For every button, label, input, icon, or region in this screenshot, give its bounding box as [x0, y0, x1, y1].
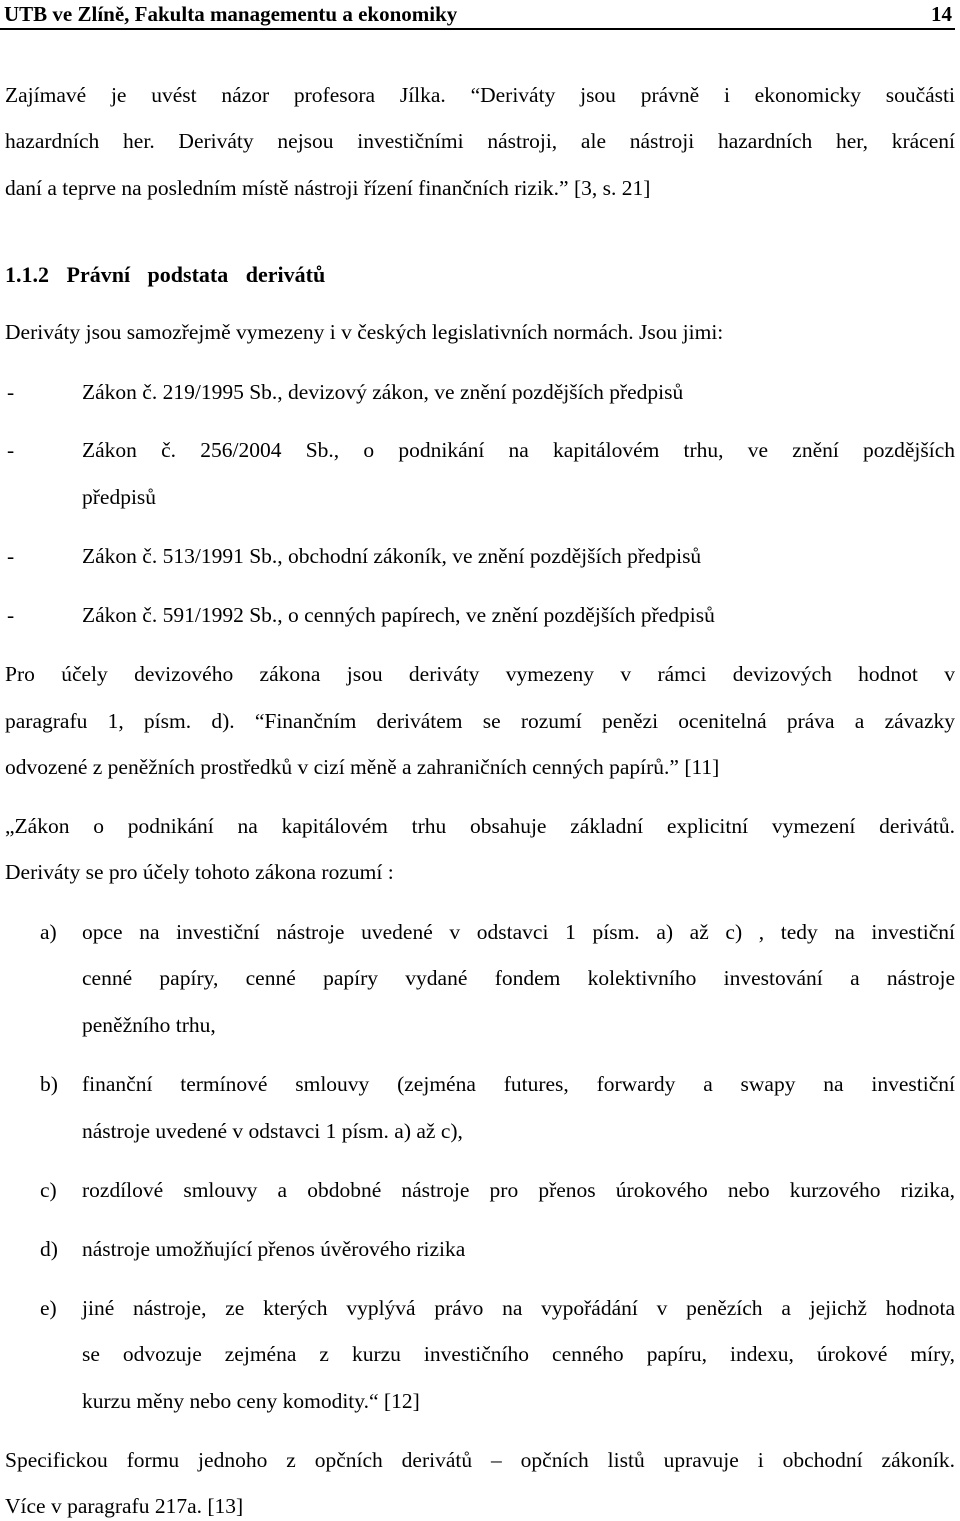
list-item-line: předpisů: [82, 485, 157, 509]
paragraph-line: paragrafu 1, písm. d). “Finančním derivátem se rozumí penězi ocenitelná práva a závazky: [5, 709, 955, 733]
definition-line: se odvozuje zejména z kurzu investičního cenného papíru, indexu, úrokové míry,: [82, 1342, 955, 1366]
lead-sentence: Deriváty jsou samozřejmě vymezeny i v českých legislativních normách. Jsou jimi:: [5, 320, 724, 344]
header-title: UTB ve Zlíně, Fakulta managementu a ekonomiky: [4, 2, 458, 26]
item-letter: b): [40, 1072, 58, 1096]
definition-line: cenné papíry, cenné papíry vydané fondem kolektivního investování a nástroje: [82, 966, 955, 990]
list-bullet: -: [7, 380, 15, 404]
item-letter: a): [40, 920, 57, 944]
item-letter: e): [40, 1296, 57, 1320]
list-item-line: Zákon č. 591/1992 Sb., o cenných papírech, ve znění pozdějších předpisů: [82, 603, 715, 627]
definition-line: finanční termínové smlouvy (zejména futures, forwardy a swapy na investiční: [82, 1072, 955, 1096]
definition-line: peněžního trhu,: [82, 1013, 216, 1037]
definition-line: rozdílové smlouvy a obdobné nástroje pro přenos úrokového nebo kurzového rizika,: [82, 1178, 955, 1202]
paragraph-line: Zajímavé je uvést názor profesora Jílka. “Deriváty jsou právně i ekonomicky součásti: [5, 83, 955, 107]
definition-line: nástroje umožňující přenos úvěrového rizika: [82, 1237, 466, 1261]
definition-line: opce na investiční nástroje uvedené v odstavci 1 písm. a) až c) , tedy na investiční: [82, 920, 955, 944]
list-item-line: Zákon č. 513/1991 Sb., obchodní zákoník, ve znění pozdějších předpisů: [82, 544, 702, 568]
paragraph-line: Deriváty se pro účely tohoto zákona rozumí :: [5, 860, 394, 884]
definition-line: kurzu měny nebo ceny komodity.“ [12]: [82, 1389, 420, 1413]
paragraph-line: Specifickou formu jednoho z opčních derivátů – opčních listů upravuje i obchodní zákoník.: [5, 1448, 955, 1472]
list-bullet: -: [7, 603, 15, 627]
item-letter: c): [40, 1178, 57, 1202]
header-rule: [0, 28, 955, 30]
list-item-line: Zákon č. 219/1995 Sb., devizový zákon, ve znění pozdějších předpisů: [82, 380, 684, 404]
section-heading: 1.1.2 Právní podstata derivátů: [5, 262, 326, 287]
paragraph-line: „Zákon o podnikání na kapitálovém trhu obsahuje základní explicitní vymezení derivátů.: [5, 814, 955, 838]
list-item-line: Zákon č. 256/2004 Sb., o podnikání na kapitálovém trhu, ve znění pozdějších: [82, 438, 955, 462]
paragraph-line: daní a teprve na posledním místě nástroji řízení finančních rizik.” [3, s. 21]: [5, 176, 651, 200]
list-bullet: -: [7, 544, 15, 568]
paragraph-line: hazardních her. Deriváty nejsou investičními nástroji, ale nástroji hazardních her, krácení: [5, 129, 955, 153]
running-header: [4, 2, 952, 28]
paragraph-line: Pro účely devizového zákona jsou deriváty vymezeny v rámci devizových hodnot v: [5, 662, 955, 686]
definition-line: nástroje uvedené v odstavci 1 písm. a) až c),: [82, 1119, 463, 1143]
definition-line: jiné nástroje, ze kterých vyplývá právo na vypořádání v penězích a jejichž hodnota: [82, 1296, 955, 1320]
item-letter: d): [40, 1237, 58, 1261]
list-bullet: -: [7, 438, 15, 462]
paragraph-line: Více v paragrafu 217a. [13]: [5, 1494, 244, 1518]
paragraph-line: odvozené z peněžních prostředků v cizí měně a zahraničních cenných papírů.” [11]: [5, 755, 720, 779]
page-number: 14: [931, 2, 952, 26]
